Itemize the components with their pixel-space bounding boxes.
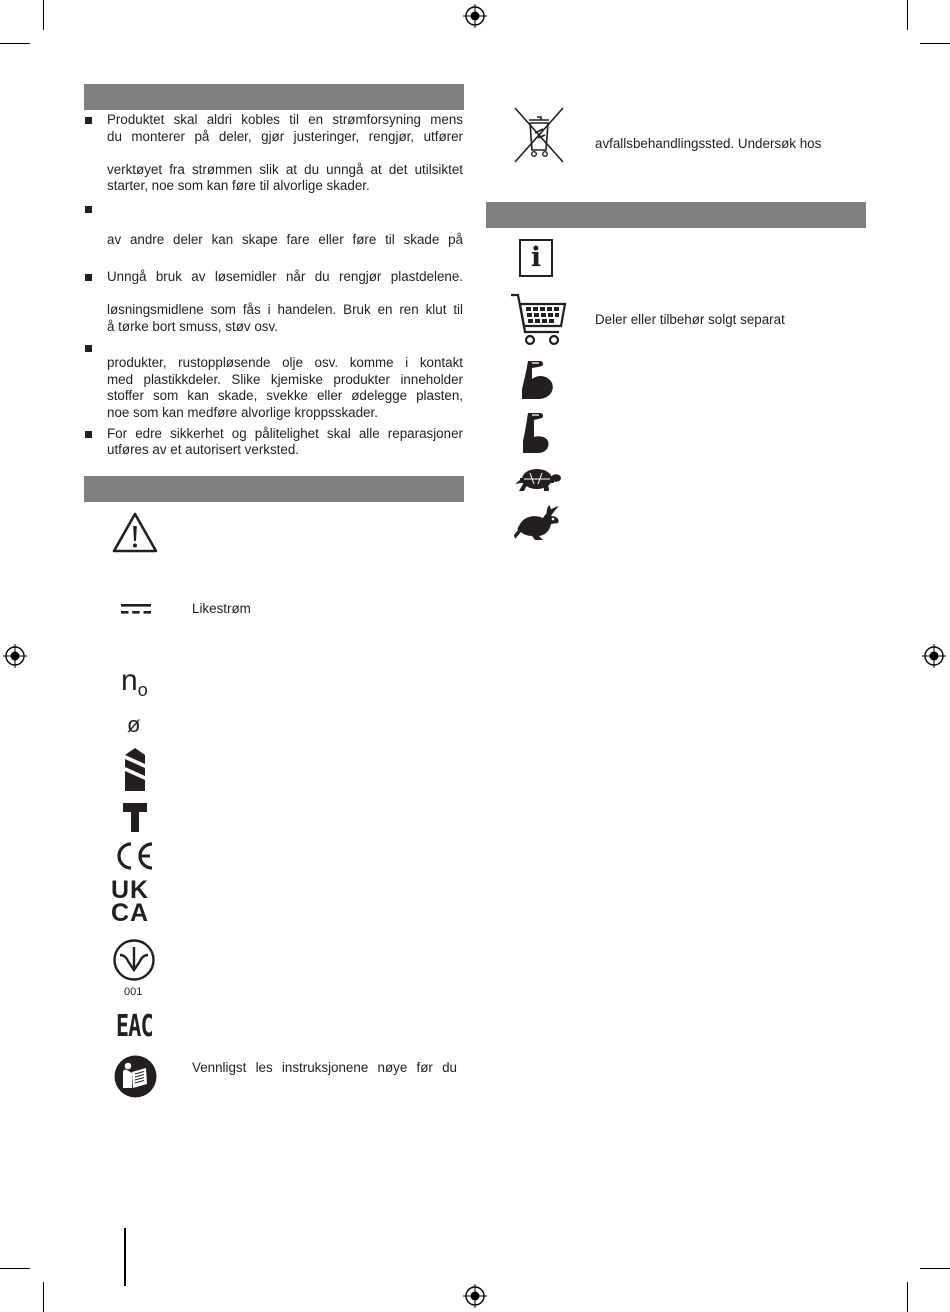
bullet-text-line: med plastikkdeler. Slike kjemiske produkter inneholder bbox=[107, 372, 463, 387]
bullet-marker bbox=[85, 345, 92, 352]
registration-mark-icon bbox=[463, 4, 487, 28]
bullet-text-line: stoffer som kan skade, svekke eller ødelegge plasten, bbox=[107, 388, 463, 403]
page-margin-line bbox=[124, 1228, 126, 1286]
weak-arm-icon bbox=[518, 411, 556, 455]
crop-mark bbox=[0, 1268, 30, 1269]
crop-mark bbox=[43, 1282, 44, 1312]
bullet-text-line: du monterer på deler, gjør justeringer, rengjør, utfører bbox=[107, 129, 463, 144]
cart-label: Deler eller tilbehør solgt separat bbox=[595, 312, 785, 327]
ua-number: 001 bbox=[124, 986, 143, 998]
direct-current-icon bbox=[120, 603, 152, 615]
bullet-marker bbox=[85, 274, 92, 281]
registration-mark-icon bbox=[463, 1284, 487, 1308]
warning-triangle-icon bbox=[111, 511, 159, 554]
eac-mark-icon: EAC bbox=[116, 1009, 153, 1044]
section-header-bar bbox=[84, 476, 464, 502]
shopping-cart-icon bbox=[509, 292, 567, 348]
bullet-text-line: løsningsmidlene som fås i handelen. Bruk en ren klut til bbox=[107, 302, 463, 317]
crop-mark bbox=[907, 0, 908, 30]
rabbit-fast-icon bbox=[513, 502, 563, 542]
bullet-text-line: starter, noe som kan føre til alvorlige skader. bbox=[107, 178, 370, 193]
strong-arm-icon bbox=[518, 359, 556, 401]
no-load-sub-glyph: o bbox=[137, 680, 148, 700]
bullet-text-line: å tørke bort smuss, støv osv. bbox=[107, 319, 278, 334]
dc-label: Likestrøm bbox=[192, 601, 251, 616]
section-header-bar bbox=[486, 202, 866, 228]
bullet-marker bbox=[85, 431, 92, 438]
crop-mark bbox=[920, 43, 950, 44]
crop-mark bbox=[920, 1268, 950, 1269]
diameter-symbol: ø bbox=[127, 712, 141, 737]
ua-conformity-mark-icon bbox=[112, 938, 156, 982]
ce-mark-icon bbox=[114, 840, 156, 872]
ukca-top-text: UK bbox=[111, 876, 150, 904]
bullet-text-line: noe som kan medføre alvorlige kroppsskader. bbox=[107, 405, 378, 420]
bullet-text-line: For edre sikkerhet og pålitelighet skal alle reparasjoner bbox=[107, 426, 463, 441]
read-manual-label: Vennligst les instruksjonene nøye før du bbox=[192, 1060, 457, 1075]
hammer-icon bbox=[122, 801, 148, 833]
crop-mark bbox=[0, 43, 30, 44]
bullet-marker bbox=[85, 117, 92, 124]
info-icon: i bbox=[519, 239, 553, 277]
turtle-slow-icon bbox=[514, 464, 562, 494]
drill-bit-icon bbox=[123, 748, 147, 792]
bullet-text-line: verktøyet fra strømmen slik at du unngå at det utilsiktet bbox=[107, 162, 463, 177]
no-load-speed-symbol bbox=[121, 664, 148, 701]
crop-mark bbox=[43, 0, 44, 30]
bullet-text-line: Produktet skal aldri kobles til en strømforsyning mens bbox=[107, 112, 463, 127]
registration-mark-icon bbox=[922, 644, 946, 668]
weee-crossed-bin-icon bbox=[511, 106, 567, 164]
ukca-bottom-text: CA bbox=[111, 899, 150, 927]
bullet-text-line: Unngå bruk av løsemidler når du rengjør plastdelene. bbox=[107, 269, 463, 284]
crop-mark bbox=[907, 1282, 908, 1312]
section-header-bar bbox=[84, 84, 464, 110]
bullet-text-line: av andre deler kan skape fare eller føre til skade på bbox=[107, 232, 463, 247]
bullet-text-line: produkter, rustoppløsende olje osv. komme i kontakt bbox=[107, 355, 463, 370]
no-load-main-glyph: n bbox=[121, 664, 138, 697]
ukca-mark-icon bbox=[111, 876, 161, 927]
read-manual-icon bbox=[114, 1055, 157, 1098]
bullet-text-line: utføres av et autorisert verksted. bbox=[107, 442, 300, 457]
bullet-marker bbox=[85, 206, 92, 213]
registration-mark-icon bbox=[3, 644, 27, 668]
weee-label: avfallsbehandlingssted. Undersøk hos bbox=[595, 136, 822, 151]
